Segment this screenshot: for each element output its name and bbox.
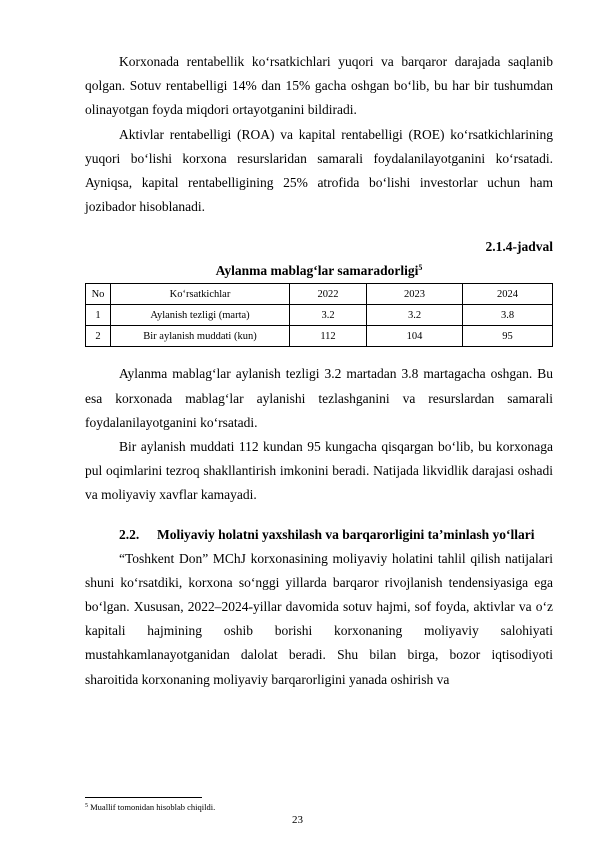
paragraph-analysis: “Toshkent Don” MChJ korxonasining moliyaviy holatini tahlil qilish natijalari shuni ko‘rsatdiki, korxona so‘nggi yillarda barqaror rivojlanish tendensiyasiga ega bo‘lgan. Xususan, 2022–2024-yillar davomida sotuv hajmi, sof foyda, aktivlar va o‘z kapitali hajmining oshib borishi korxonaning moliyaviy salohiyati mustahkamlanayotganidan dalolat beradi. Shu bilan birga, bozor iqtisodiyoti sharoitida korxonaning moliyaviy barqarorligini yanada oshirish va [85,550,553,687]
paragraph-roa-roe: Aktivlar rentabelligi (ROA) va kapital rentabelligi (ROE) ko‘rsatkichlarining yuqori bo‘lishi korxona resurslaridan samarali foydalanilayotganini ko‘rsatadi. Ayniqsa, kapital rentabelligining 25% atrofida bo‘lishi investorlar uchun ham jozibador hisoblanadi. [85,126,553,215]
header-no: No [86,284,111,305]
paragraph-turnover-period: Bir aylanish muddati 112 kundan 95 kungacha qisqargan bo‘lib, bu korxonaga pul oqimlarini tezroq shakllantirish imkonini beradi. Natijada likvidlik darajasi oshadi va moliyaviy xavflar kamayadi. [85,439,553,503]
paragraph-profitability: Korxonada rentabellik ko‘rsatkichlari yuqori va barqaror darajada saqlanib qolgan. Sotuv rentabelligi 14% dan 15% gacha oshgan bo‘lib, bu har bir tushumdan olinayotgan foyda miqdori ortayotganini bildiradi. [85,54,553,118]
page-body [85,50,553,692]
section-number: 2.2. [119,526,140,542]
header-2022: 2022 [290,284,367,305]
footnote [85,801,215,812]
cell: Aylanish tezligi (marta) [111,305,290,326]
cell: 3.8 [463,305,553,326]
table-row [86,305,553,326]
header-2023: 2023 [367,284,463,305]
table-row [86,326,553,347]
cell: 3.2 [290,305,367,326]
table-footnote-mark: 5 [418,263,423,273]
table-header-row [86,284,553,305]
cell: 104 [367,326,463,347]
cell: 3.2 [367,305,463,326]
cell: 112 [290,326,367,347]
section-title: Moliyaviy holatni yaxshilash va barqarorligini ta’minlash yo‘llari [157,526,535,542]
working-capital-table [85,283,553,347]
cell: Bir aylanish muddati (kun) [111,326,290,347]
footnote-mark: 5 [85,803,88,809]
page-number: 23 [292,814,303,826]
paragraph-turnover-speed: Aylanma mablag‘lar aylanish tezligi 3.2 martadan 3.8 martagacha oshgan. Bu esa korxonada mablag‘lar aylanishi tezlashganini va resurslardan samarali foydalanilayotganini ko‘rsatadi. [85,366,553,430]
header-2024: 2024 [463,284,553,305]
cell: 2 [86,326,111,347]
table-title [85,257,553,282]
footnote-text: Muallif tomonidan hisoblab chiqildi. [90,802,216,812]
table-title-text: Aylanma mablag‘lar samaradorligi [215,263,419,279]
table-number: 2.1.4-jadval [485,239,553,255]
cell: 1 [86,305,111,326]
header-indicator: Ko‘rsatkichlar [111,284,290,305]
section-heading [85,523,553,547]
footnote-separator [85,797,202,798]
cell: 95 [463,326,553,347]
